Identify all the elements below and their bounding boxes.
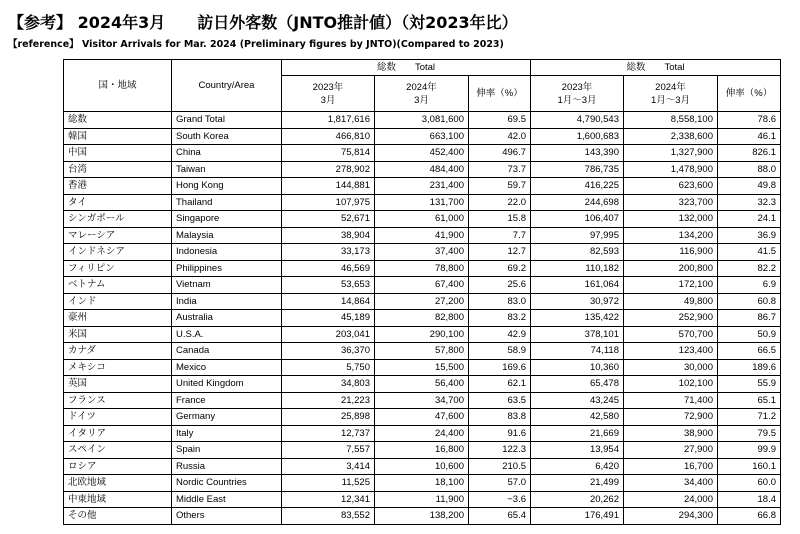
row-2024-ytd: 172,100 bbox=[624, 277, 718, 294]
row-2023-ytd: 244,698 bbox=[531, 194, 624, 211]
row-area-jp: 台湾 bbox=[64, 161, 172, 178]
row-2024-month: 67,400 bbox=[375, 277, 469, 294]
row-growth-ytd: 160.1 bbox=[718, 458, 781, 475]
row-area-en: United Kingdom bbox=[172, 376, 282, 393]
row-2024-ytd: 570,700 bbox=[624, 326, 718, 343]
table-row bbox=[64, 409, 781, 426]
row-area-jp: フランス bbox=[64, 392, 172, 409]
row-2023-ytd: 65,478 bbox=[531, 376, 624, 393]
row-area-en: Indonesia bbox=[172, 244, 282, 261]
row-2023-month: 33,173 bbox=[282, 244, 375, 261]
table-row bbox=[64, 359, 781, 376]
row-2023-ytd: 74,118 bbox=[531, 343, 624, 360]
row-2023-month: 12,737 bbox=[282, 425, 375, 442]
row-2024-ytd: 30,000 bbox=[624, 359, 718, 376]
row-2023-month: 12,341 bbox=[282, 491, 375, 508]
row-2023-month: 83,552 bbox=[282, 508, 375, 525]
row-growth-month: 122.3 bbox=[469, 442, 531, 459]
row-area-jp: 総数 bbox=[64, 112, 172, 129]
row-growth-ytd: 79.5 bbox=[718, 425, 781, 442]
row-area-en: Singapore bbox=[172, 211, 282, 228]
row-2023-month: 7,557 bbox=[282, 442, 375, 459]
row-area-jp: インドネシア bbox=[64, 244, 172, 261]
row-area-jp: ロシア bbox=[64, 458, 172, 475]
table-row bbox=[64, 161, 781, 178]
row-2024-ytd: 294,300 bbox=[624, 508, 718, 525]
page-subtitle: 【reference】 Visitor Arrivals for Mar. 2024 (Preliminary figures by JNTO)(Compared to 2023) bbox=[8, 39, 504, 50]
row-area-en: Philippines bbox=[172, 260, 282, 277]
row-area-jp: 北欧地域 bbox=[64, 475, 172, 492]
row-area-en: Italy bbox=[172, 425, 282, 442]
row-growth-ytd: 60.8 bbox=[718, 293, 781, 310]
row-area-en: U.S.A. bbox=[172, 326, 282, 343]
row-area-jp: 中東地域 bbox=[64, 491, 172, 508]
row-2024-ytd: 102,100 bbox=[624, 376, 718, 393]
row-2024-ytd: 132,000 bbox=[624, 211, 718, 228]
row-growth-month: 69.5 bbox=[469, 112, 531, 129]
row-area-jp: ベトナム bbox=[64, 277, 172, 294]
row-2023-month: 36,370 bbox=[282, 343, 375, 360]
row-growth-ytd: 189.6 bbox=[718, 359, 781, 376]
row-growth-ytd: 66.8 bbox=[718, 508, 781, 525]
row-growth-ytd: 88.0 bbox=[718, 161, 781, 178]
row-2024-month: 3,081,600 bbox=[375, 112, 469, 129]
row-growth-ytd: 60.0 bbox=[718, 475, 781, 492]
row-area-en: South Korea bbox=[172, 128, 282, 145]
row-area-jp: 英国 bbox=[64, 376, 172, 393]
row-growth-ytd: 36.9 bbox=[718, 227, 781, 244]
row-2024-ytd: 2,338,600 bbox=[624, 128, 718, 145]
row-area-en: Thailand bbox=[172, 194, 282, 211]
row-2023-ytd: 161,064 bbox=[531, 277, 624, 294]
table-row bbox=[64, 128, 781, 145]
table-row bbox=[64, 112, 781, 129]
row-2023-ytd: 13,954 bbox=[531, 442, 624, 459]
row-growth-month: 69.2 bbox=[469, 260, 531, 277]
row-2024-month: 47,600 bbox=[375, 409, 469, 426]
row-growth-month: 12.7 bbox=[469, 244, 531, 261]
row-area-jp: 中国 bbox=[64, 145, 172, 162]
row-growth-ytd: 49.8 bbox=[718, 178, 781, 195]
row-2024-ytd: 123,400 bbox=[624, 343, 718, 360]
header-2023-month: 2023年 3月 bbox=[282, 76, 375, 112]
row-2023-ytd: 143,390 bbox=[531, 145, 624, 162]
row-area-en: Vietnam bbox=[172, 277, 282, 294]
row-growth-month: 7.7 bbox=[469, 227, 531, 244]
table-row bbox=[64, 475, 781, 492]
table-row bbox=[64, 343, 781, 360]
row-2023-month: 203,041 bbox=[282, 326, 375, 343]
row-2023-ytd: 30,972 bbox=[531, 293, 624, 310]
header-area-jp: 国・地域 bbox=[64, 60, 172, 112]
row-2023-month: 34,803 bbox=[282, 376, 375, 393]
row-area-en: Malaysia bbox=[172, 227, 282, 244]
row-growth-month: 58.9 bbox=[469, 343, 531, 360]
header-2023-ytd: 2023年 1月～3月 bbox=[531, 76, 624, 112]
row-2024-ytd: 8,558,100 bbox=[624, 112, 718, 129]
row-2024-month: 452,400 bbox=[375, 145, 469, 162]
row-growth-ytd: 18.4 bbox=[718, 491, 781, 508]
row-2024-month: 78,800 bbox=[375, 260, 469, 277]
row-growth-ytd: 50.9 bbox=[718, 326, 781, 343]
table-row bbox=[64, 326, 781, 343]
row-area-jp: その他 bbox=[64, 508, 172, 525]
row-2024-month: 24,400 bbox=[375, 425, 469, 442]
row-growth-ytd: 86.7 bbox=[718, 310, 781, 327]
row-2023-ytd: 10,360 bbox=[531, 359, 624, 376]
row-2024-ytd: 71,400 bbox=[624, 392, 718, 409]
row-2024-month: 27,200 bbox=[375, 293, 469, 310]
row-area-jp: マレーシア bbox=[64, 227, 172, 244]
row-area-en: Grand Total bbox=[172, 112, 282, 129]
table-row bbox=[64, 211, 781, 228]
row-2023-month: 278,902 bbox=[282, 161, 375, 178]
row-area-jp: フィリピン bbox=[64, 260, 172, 277]
row-growth-ytd: 6.9 bbox=[718, 277, 781, 294]
row-2024-ytd: 116,900 bbox=[624, 244, 718, 261]
row-2024-month: 37,400 bbox=[375, 244, 469, 261]
header-2024-ytd: 2024年 1月～3月 bbox=[624, 76, 718, 112]
visitor-arrivals-table bbox=[63, 59, 781, 525]
row-2023-ytd: 21,499 bbox=[531, 475, 624, 492]
row-2024-month: 11,900 bbox=[375, 491, 469, 508]
row-2024-month: 231,400 bbox=[375, 178, 469, 195]
row-2024-month: 138,200 bbox=[375, 508, 469, 525]
row-2023-month: 52,671 bbox=[282, 211, 375, 228]
row-2023-month: 38,904 bbox=[282, 227, 375, 244]
row-2023-ytd: 21,669 bbox=[531, 425, 624, 442]
row-growth-month: 169.6 bbox=[469, 359, 531, 376]
table-row bbox=[64, 425, 781, 442]
row-2024-ytd: 1,478,900 bbox=[624, 161, 718, 178]
row-2024-ytd: 1,327,900 bbox=[624, 145, 718, 162]
row-2023-month: 53,653 bbox=[282, 277, 375, 294]
row-2023-ytd: 176,491 bbox=[531, 508, 624, 525]
row-area-en: Mexico bbox=[172, 359, 282, 376]
header-growth-month: 伸率（%） bbox=[469, 76, 531, 112]
row-2023-ytd: 378,101 bbox=[531, 326, 624, 343]
table-row bbox=[64, 178, 781, 195]
row-2024-ytd: 49,800 bbox=[624, 293, 718, 310]
row-2024-month: 16,800 bbox=[375, 442, 469, 459]
row-growth-month: 210.5 bbox=[469, 458, 531, 475]
row-area-en: India bbox=[172, 293, 282, 310]
row-2023-ytd: 416,225 bbox=[531, 178, 624, 195]
row-2023-month: 45,189 bbox=[282, 310, 375, 327]
row-area-en: Spain bbox=[172, 442, 282, 459]
row-growth-month: 57.0 bbox=[469, 475, 531, 492]
row-growth-month: −3.6 bbox=[469, 491, 531, 508]
table-row bbox=[64, 392, 781, 409]
row-area-jp: シンガポール bbox=[64, 211, 172, 228]
table-row bbox=[64, 194, 781, 211]
row-2023-month: 46,569 bbox=[282, 260, 375, 277]
row-growth-month: 25.6 bbox=[469, 277, 531, 294]
row-2023-month: 21,223 bbox=[282, 392, 375, 409]
row-2024-month: 18,100 bbox=[375, 475, 469, 492]
row-2024-month: 41,900 bbox=[375, 227, 469, 244]
row-2023-ytd: 6,420 bbox=[531, 458, 624, 475]
row-2024-ytd: 16,700 bbox=[624, 458, 718, 475]
table-row bbox=[64, 376, 781, 393]
row-area-en: Canada bbox=[172, 343, 282, 360]
row-area-en: China bbox=[172, 145, 282, 162]
row-2024-month: 10,600 bbox=[375, 458, 469, 475]
row-2023-ytd: 82,593 bbox=[531, 244, 624, 261]
row-growth-ytd: 826.1 bbox=[718, 145, 781, 162]
header-area-en: Country/Area bbox=[172, 60, 282, 112]
row-area-jp: 韓国 bbox=[64, 128, 172, 145]
row-growth-ytd: 46.1 bbox=[718, 128, 781, 145]
row-growth-month: 91.6 bbox=[469, 425, 531, 442]
table-body bbox=[64, 112, 781, 525]
row-growth-ytd: 24.1 bbox=[718, 211, 781, 228]
row-2024-month: 61,000 bbox=[375, 211, 469, 228]
row-2023-month: 144,881 bbox=[282, 178, 375, 195]
row-growth-ytd: 82.2 bbox=[718, 260, 781, 277]
row-2024-ytd: 623,600 bbox=[624, 178, 718, 195]
table-row bbox=[64, 244, 781, 261]
table-row bbox=[64, 310, 781, 327]
table-row bbox=[64, 277, 781, 294]
row-2023-month: 14,864 bbox=[282, 293, 375, 310]
row-growth-ytd: 55.9 bbox=[718, 376, 781, 393]
header-group-ytd: 総数 Total bbox=[531, 60, 781, 76]
row-2024-month: 15,500 bbox=[375, 359, 469, 376]
row-2024-ytd: 34,400 bbox=[624, 475, 718, 492]
row-2024-ytd: 252,900 bbox=[624, 310, 718, 327]
row-2023-month: 11,525 bbox=[282, 475, 375, 492]
row-area-en: Nordic Countries bbox=[172, 475, 282, 492]
row-area-jp: インド bbox=[64, 293, 172, 310]
header-group-month: 総数 Total bbox=[282, 60, 531, 76]
row-2024-ytd: 323,700 bbox=[624, 194, 718, 211]
row-2023-ytd: 42,580 bbox=[531, 409, 624, 426]
row-area-jp: メキシコ bbox=[64, 359, 172, 376]
row-area-en: Others bbox=[172, 508, 282, 525]
table-row bbox=[64, 508, 781, 525]
row-growth-month: 62.1 bbox=[469, 376, 531, 393]
row-growth-ytd: 32.3 bbox=[718, 194, 781, 211]
row-2023-ytd: 110,182 bbox=[531, 260, 624, 277]
row-area-jp: カナダ bbox=[64, 343, 172, 360]
row-2023-month: 3,414 bbox=[282, 458, 375, 475]
row-2023-ytd: 43,245 bbox=[531, 392, 624, 409]
row-2024-month: 663,100 bbox=[375, 128, 469, 145]
row-area-jp: ドイツ bbox=[64, 409, 172, 426]
row-2024-month: 131,700 bbox=[375, 194, 469, 211]
row-2024-ytd: 38,900 bbox=[624, 425, 718, 442]
row-area-en: France bbox=[172, 392, 282, 409]
row-growth-ytd: 41.5 bbox=[718, 244, 781, 261]
row-2023-ytd: 20,262 bbox=[531, 491, 624, 508]
table-row bbox=[64, 227, 781, 244]
row-2023-month: 75,814 bbox=[282, 145, 375, 162]
row-2024-month: 56,400 bbox=[375, 376, 469, 393]
row-2024-month: 290,100 bbox=[375, 326, 469, 343]
row-growth-month: 83.0 bbox=[469, 293, 531, 310]
row-2023-month: 466,810 bbox=[282, 128, 375, 145]
row-area-en: Middle East bbox=[172, 491, 282, 508]
row-growth-month: 59.7 bbox=[469, 178, 531, 195]
row-growth-month: 15.8 bbox=[469, 211, 531, 228]
row-area-jp: タイ bbox=[64, 194, 172, 211]
row-growth-ytd: 99.9 bbox=[718, 442, 781, 459]
row-2023-ytd: 786,735 bbox=[531, 161, 624, 178]
row-growth-month: 73.7 bbox=[469, 161, 531, 178]
row-growth-ytd: 66.5 bbox=[718, 343, 781, 360]
row-area-jp: イタリア bbox=[64, 425, 172, 442]
row-2024-ytd: 27,900 bbox=[624, 442, 718, 459]
row-area-en: Hong Kong bbox=[172, 178, 282, 195]
row-area-en: Taiwan bbox=[172, 161, 282, 178]
table-row bbox=[64, 293, 781, 310]
row-growth-month: 83.2 bbox=[469, 310, 531, 327]
row-2023-month: 25,898 bbox=[282, 409, 375, 426]
row-2024-month: 57,800 bbox=[375, 343, 469, 360]
row-area-jp: 米国 bbox=[64, 326, 172, 343]
row-area-jp: 香港 bbox=[64, 178, 172, 195]
row-growth-month: 63.5 bbox=[469, 392, 531, 409]
header-growth-ytd: 伸率（%） bbox=[718, 76, 781, 112]
table-row bbox=[64, 491, 781, 508]
row-2024-ytd: 72,900 bbox=[624, 409, 718, 426]
row-2023-ytd: 97,995 bbox=[531, 227, 624, 244]
row-2024-month: 484,400 bbox=[375, 161, 469, 178]
row-2024-ytd: 24,000 bbox=[624, 491, 718, 508]
row-growth-ytd: 71.2 bbox=[718, 409, 781, 426]
row-area-jp: スペイン bbox=[64, 442, 172, 459]
row-2023-ytd: 135,422 bbox=[531, 310, 624, 327]
row-area-en: Australia bbox=[172, 310, 282, 327]
row-2024-ytd: 200,800 bbox=[624, 260, 718, 277]
table-row bbox=[64, 260, 781, 277]
table-row bbox=[64, 145, 781, 162]
row-growth-month: 83.8 bbox=[469, 409, 531, 426]
row-growth-month: 42.0 bbox=[469, 128, 531, 145]
row-growth-ytd: 78.6 bbox=[718, 112, 781, 129]
row-2023-ytd: 4,790,543 bbox=[531, 112, 624, 129]
row-area-en: Russia bbox=[172, 458, 282, 475]
header-2024-month: 2024年 3月 bbox=[375, 76, 469, 112]
page-title: 【参考】 2024年3月 訪日外客数（JNTO推計値）（対2023年比） bbox=[8, 13, 518, 32]
row-2024-month: 82,800 bbox=[375, 310, 469, 327]
row-2023-month: 1,817,616 bbox=[282, 112, 375, 129]
row-2023-month: 5,750 bbox=[282, 359, 375, 376]
row-area-jp: 豪州 bbox=[64, 310, 172, 327]
row-growth-month: 65.4 bbox=[469, 508, 531, 525]
table-row bbox=[64, 458, 781, 475]
row-growth-month: 42.9 bbox=[469, 326, 531, 343]
row-2023-month: 107,975 bbox=[282, 194, 375, 211]
row-growth-month: 496.7 bbox=[469, 145, 531, 162]
row-area-en: Germany bbox=[172, 409, 282, 426]
row-2024-month: 34,700 bbox=[375, 392, 469, 409]
row-growth-month: 22.0 bbox=[469, 194, 531, 211]
row-2023-ytd: 1,600,683 bbox=[531, 128, 624, 145]
row-2023-ytd: 106,407 bbox=[531, 211, 624, 228]
table-row bbox=[64, 442, 781, 459]
row-2024-ytd: 134,200 bbox=[624, 227, 718, 244]
row-growth-ytd: 65.1 bbox=[718, 392, 781, 409]
